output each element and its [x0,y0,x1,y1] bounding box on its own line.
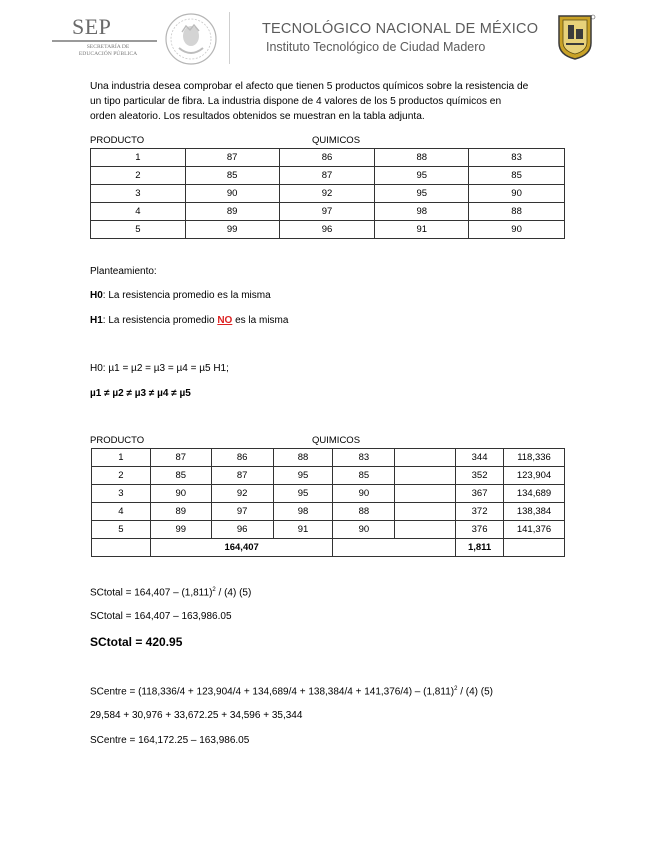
scentre-formula [90,686,493,697]
h1-no-emphasis: NO [217,315,233,326]
table-cell: 90 [185,185,279,203]
table-row [92,521,565,539]
table-row [91,149,565,167]
table2 [91,448,565,557]
table-cell: 1 [91,149,186,167]
table-cell: 138,384 [504,503,565,521]
table-cell: 89 [150,503,211,521]
table-cell: 4 [92,503,151,521]
intro-paragraph [90,79,570,124]
table-cell: 97 [279,203,375,221]
table-row [91,185,565,203]
table-cell [395,449,456,467]
table-cell: 85 [185,167,279,185]
institution-name: TECNOLÓGICO NACIONAL DE MÉXICO [262,21,539,37]
table-cell [395,503,456,521]
table-row [92,467,565,485]
sep-divider [52,40,157,42]
table-cell: 88 [375,149,469,167]
table-cell [504,539,565,557]
h1-statement [90,315,288,326]
table-cell: 123,904 [504,467,565,485]
table-cell [333,539,456,557]
intro-line: un tipo particular de fibra. La industria dispone de 4 valores de los 5 productos químicos en [90,96,502,107]
table-cell: 90 [333,521,395,539]
table-cell: 83 [469,149,565,167]
total-sum-squares: 164,407 [150,539,333,557]
table-cell [395,467,456,485]
table-cell: 352 [456,467,504,485]
header-divider [229,12,230,64]
table-cell: 87 [150,449,211,467]
sep-subtitle-line-1: SECRETARÍA DE [86,44,130,50]
intro-line: orden aleatorio. Los resultados obtenidos se muestran en la tabla adjunta. [90,111,425,122]
sctotal-formula [90,587,251,598]
scentre-formula-b: / (4) (5) [457,686,493,698]
table-cell: 95 [273,485,333,503]
table-cell: 141,376 [504,521,565,539]
table-cell: 367 [456,485,504,503]
table-cell: 96 [279,221,375,239]
table-row [91,167,565,185]
table-cell: 118,336 [504,449,565,467]
table-cell: 5 [92,521,151,539]
table-cell: 5 [91,221,186,239]
table-cell: 85 [469,167,565,185]
table-cell: 3 [91,185,186,203]
table2-totals-row [92,539,565,557]
scentre-formula-a: SCentre = (118,336/4 + 123,904/4 + 134,689/4 + 138,384/4 + 141,376/4) – (1,811) [90,686,455,698]
scentre-substitution: SCentre = 164,172.25 – 163,986.05 [90,735,250,746]
intro-line: Una industria desea comprobar el afecto que tienen 5 productos químicos sobre la resistencia de [90,81,529,92]
planteamiento-heading: Planteamiento: [90,266,157,277]
total-sum: 1,811 [456,539,504,557]
table-cell: 88 [273,449,333,467]
table-row [92,485,565,503]
table-cell: 98 [375,203,469,221]
table-cell: 88 [333,503,395,521]
table-cell: 83 [333,449,395,467]
table-cell [395,485,456,503]
sctotal-exponent: 2 [212,587,216,593]
table-cell: 89 [185,203,279,221]
itcm-logo-icon [553,13,597,61]
table-cell: 95 [273,467,333,485]
table-cell: 97 [211,503,273,521]
table-cell: 92 [211,485,273,503]
table1-chemicals-label: QUIMICOS [312,135,361,146]
table2-chemicals-label: QUIMICOS [312,435,361,446]
table-cell: 99 [150,521,211,539]
table-cell: 4 [91,203,186,221]
scentre-exponent: 2 [454,686,458,692]
table-cell: 87 [185,149,279,167]
table-cell: 87 [279,167,375,185]
table-cell: 376 [456,521,504,539]
table-cell: 95 [375,185,469,203]
table-cell: 95 [375,167,469,185]
table1-product-label: PRODUCTO [90,135,145,146]
table-cell: 90 [150,485,211,503]
table-cell: 85 [150,467,211,485]
table-cell: 96 [211,521,273,539]
table-cell: 86 [279,149,375,167]
table2-product-label: PRODUCTO [90,435,145,446]
table-cell: 91 [273,521,333,539]
table-cell: 86 [211,449,273,467]
scentre-terms: 29,584 + 30,976 + 33,672.25 + 34,596 + 35,344 [90,710,303,721]
h0-label: H0 [90,290,103,301]
table-cell: 90 [469,185,565,203]
table-cell: 372 [456,503,504,521]
table-cell [92,539,151,557]
campus-name: Instituto Tecnológico de Ciudad Madero [266,40,486,54]
table-cell: 134,689 [504,485,565,503]
table-cell: 1 [92,449,151,467]
table-cell [395,521,456,539]
table-row [91,221,565,239]
h0-text: : La resistencia promedio es la misma [102,290,271,301]
h1-label: H1 [90,315,103,326]
table-row [92,449,565,467]
sep-logo-text: SEP [72,14,112,39]
sctotal-formula-a: SCtotal = 164,407 – (1,811) [90,587,213,599]
h1-text-b: es la misma [232,315,289,326]
table-row [91,203,565,221]
table-cell: 87 [211,467,273,485]
table-cell: 91 [375,221,469,239]
table-cell: 92 [279,185,375,203]
sep-subtitle-line-2: EDUCACIÓN PÚBLICA [78,51,138,57]
table-cell: 99 [185,221,279,239]
table-cell: 88 [469,203,565,221]
table-cell: 2 [91,167,186,185]
h0-equation: H0: µ1 = µ2 = µ3 = µ4 = µ5 H1; [90,363,229,374]
table-cell: 98 [273,503,333,521]
table-cell: 85 [333,467,395,485]
table1 [90,148,565,239]
sep-subtitle [62,44,154,58]
table-cell: 2 [92,467,151,485]
table-cell: 344 [456,449,504,467]
h0-statement [90,290,271,301]
sctotal-result: SCtotal = 420.95 [90,635,183,649]
h1-equation: µ1 ≠ µ2 ≠ µ3 ≠ µ4 ≠ µ5 [90,388,191,399]
sctotal-formula-b: / (4) (5) [215,587,252,599]
sctotal-substitution: SCtotal = 164,407 – 163,986.05 [90,611,232,622]
mexico-seal-icon [164,12,218,66]
table-row [92,503,565,521]
h1-text-a: : La resistencia promedio [102,315,218,326]
table-cell: 90 [333,485,395,503]
table-cell: 90 [469,221,565,239]
table-cell: 3 [92,485,151,503]
